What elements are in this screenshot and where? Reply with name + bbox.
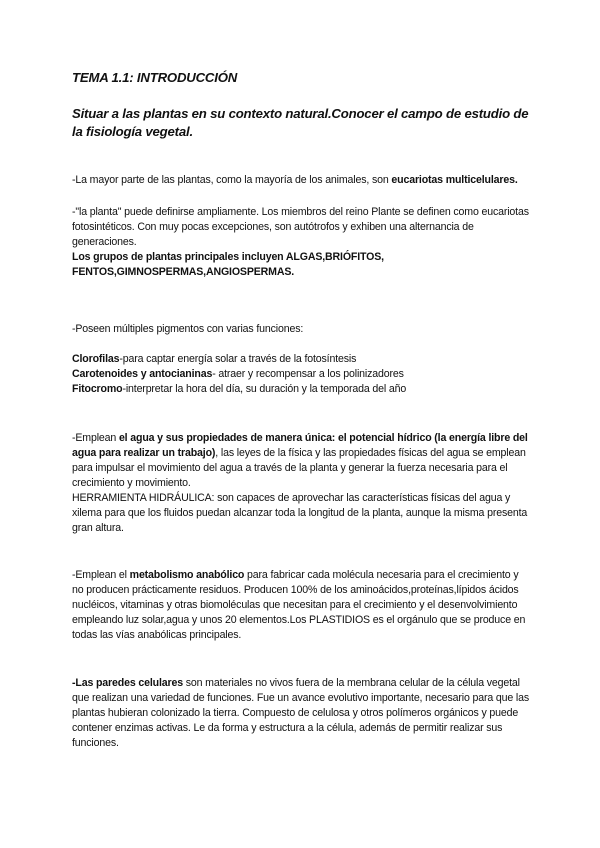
list-item: Fitocromo-interpretar la hora del día, su duración y la temporada del año [72, 383, 407, 395]
paragraph-eucariotas: -La mayor parte de las plantas, como la mayoría de los animales, son eucariotas multicelulares. [72, 174, 518, 186]
paragraph-pigmentos: -Poseen múltiples pigmentos con varias funciones: [72, 323, 304, 335]
paragraph-agua: -Emplean el agua y sus propiedades de manera única: el potencial hídrico (la energía libre del agua para realizar un trabajo), las leyes de la física y las propiedades físicas del agua se emplean para impulsar el movimiento del agua a través de la planta y generar la fuerza necesaria para el crecimiento y movimiento. HERRAMIENTA HIDRÁULICA: son capaces de aprovechar las características físicas del agua y xilema para que los fluidos puedan alcanzar toda la longitud de la planta, aunque la misma presenta gran altura. [72, 432, 528, 534]
pigment-list [72, 352, 532, 397]
list-item: Carotenoides y antocianinas- atraer y recompensar a los polinizadores [72, 368, 404, 380]
list-item: Clorofilas-para captar energía solar a través de la fotosíntesis [72, 353, 357, 365]
paragraph-metabolismo: -Emplean el metabolismo anabólico para fabricar cada molécula necesaria para el crecimiento y no producen prácticamente residuos. Producen 100% de los aminoácidos,proteínas,lípidos ácidos nucléicos, vitaminas y otras biomoléculas que necesitan para el crecimiento y el desenvolvimiento empleando luz solar,agua y unos 20 elementos.Los PLASTIDIOS es el orgánulo que se produce en todas las vías anabólicas principales. [72, 569, 526, 641]
document-page [72, 70, 532, 768]
page-subtitle: Situar a las plantas en su contexto natural.Conocer el campo de estudio de la fisiología vegetal. [72, 106, 529, 139]
paragraph-planta: -"la planta" puede definirse ampliamente. Los miembros del reino Plante se definen como eucariotas fotosintéticos. Con muy pocas excepciones, son autótrofos y exhiben una alternancia de generaciones. Los grupos de plantas principales incluyen ALGAS,BRIÓFITOS, FENTOS,GIMNOSPERMAS,ANGIOSPERMAS. [72, 206, 529, 278]
paragraph-paredes: -Las paredes celulares son materiales no vivos fuera de la membrana celular de la célula vegetal que realizan una variedad de funciones. Fue un avance evolutivo importante, necesario para que las plantas hubieran colonizado la tierra. Compuesto de celulosa y otros polímeros orgánicos y puede contener enzimas activas. Le da forma y estructura a la célula, además de permitir realizar sus funciones. [72, 677, 530, 749]
page-title: TEMA 1.1: INTRODUCCIÓN [72, 70, 238, 85]
